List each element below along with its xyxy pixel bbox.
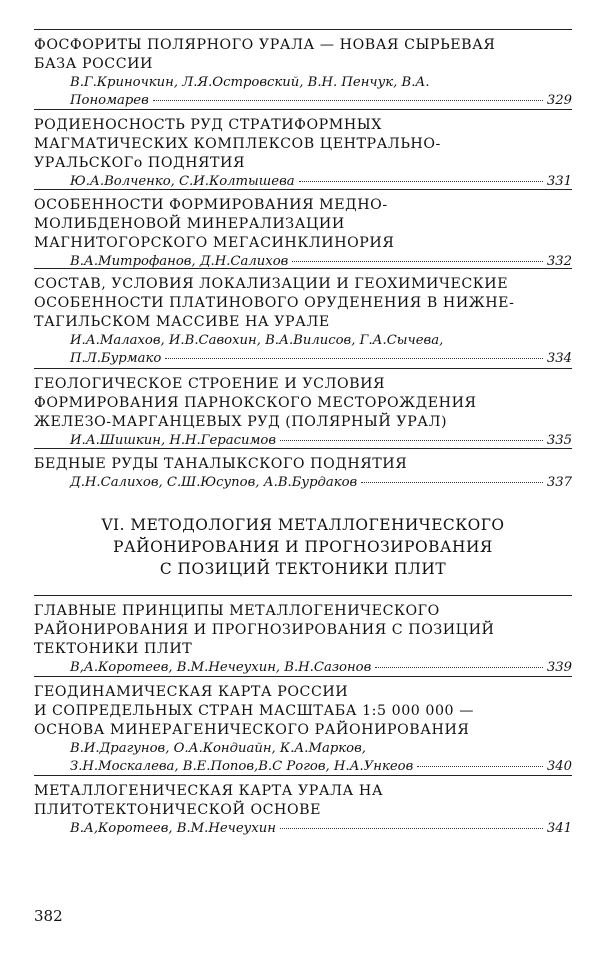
dot-leader: [299, 181, 543, 182]
entry-title-line: РОДИЕНОСНОСТЬ РУД СТРАТИФОРМНЫХ: [34, 117, 382, 133]
dot-leader: [280, 440, 543, 441]
dot-leader: [280, 828, 543, 829]
entry-title-line: ТАГИЛЬСКОМ МАССИВЕ НА УРАЛЕ: [34, 314, 330, 330]
entry-title-line: УРАЛЬСКОГо ПОДНЯТИЯ: [34, 155, 245, 171]
dot-leader: [292, 261, 543, 262]
entry-page-number: 340: [546, 759, 572, 774]
entry-authors-last-line: [34, 92, 572, 110]
entry-authors: Ю.А.Волченко, С.И.Колтышева: [70, 174, 295, 189]
entry-page-number: 337: [546, 475, 572, 490]
entry-page-number: 332: [546, 254, 572, 269]
entry-page-number: 339: [546, 660, 572, 675]
dot-leader: [417, 766, 543, 767]
entry-authors: В.А.Митрофанов, Д.Н.Салихов: [70, 254, 289, 269]
entry-title-line: РАЙОНИРОВАНИЯ И ПРОГНОЗИРОВАНИЯ С ПОЗИЦИЙ: [34, 622, 495, 638]
entry-title-line: ТЕКТОНИКИ ПЛИТ: [34, 641, 193, 657]
entry-page-number: 334: [546, 351, 572, 366]
entry-page-number: 329: [546, 93, 572, 108]
toc-entry: [34, 775, 572, 838]
entry-authors-last-line: [34, 758, 572, 776]
toc-entry: [34, 595, 572, 677]
entry-title-line: МАГМАТИЧЕСКИХ КОМПЛЕКСОВ ЦЕНТРАЛЬНО-: [34, 136, 441, 152]
entry-title-line: МЕТАЛЛОГЕНИЧЕСКАЯ КАРТА УРАЛА НА: [34, 783, 384, 799]
entry-authors: Пономарев: [70, 93, 149, 108]
entry-title-line: И СОПРЕДЕЛЬНЫХ СТРАН МАСШТАБА 1:5 000 000 —: [34, 703, 474, 719]
entry-authors-last-line: [34, 350, 572, 368]
toc-entry: [34, 109, 572, 191]
entry-authors-last-line: [34, 820, 572, 838]
entry-page-number: 331: [546, 174, 572, 189]
entry-title-line: ЖЕЛЕЗО-МАРГАНЦЕВЫХ РУД (ПОЛЯРНЫЙ УРАЛ): [34, 414, 448, 430]
toc-entry: [34, 29, 572, 110]
entry-authors: З.Н.Москалева, В.Е.Попов,В.С Рогов, Н.А.Ункеов: [70, 759, 414, 774]
entry-title-line: ГЛАВНЫЕ ПРИНЦИПЫ МЕТАЛЛОГЕНИЧЕСКОГО: [34, 603, 440, 619]
entry-title-line: ФОСФОРИТЫ ПОЛЯРНОГО УРАЛА — НОВАЯ СЫРЬЕВАЯ: [34, 37, 496, 53]
dot-leader: [375, 667, 543, 668]
entry-title-line: СОСТАВ, УСЛОВИЯ ЛОКАЛИЗАЦИИ И ГЕОХИМИЧЕСКИЕ: [34, 276, 509, 292]
section-heading-line: VI. МЕТОДОЛОГИЯ МЕТАЛЛОГЕНИЧЕСКОГО: [101, 516, 505, 534]
entry-authors: П.Л.Бурмако: [70, 351, 162, 366]
entry-authors: В.А,Коротеев, В.М.Нечеухин: [70, 821, 276, 836]
toc-entry: [34, 448, 572, 492]
toc-entry: [34, 189, 572, 271]
entry-authors: В,А.Коротеев, В.М.Нечеухин, В.Н.Сазонов: [70, 660, 372, 675]
section-heading-line: РАЙОНИРОВАНИЯ И ПРОГНОЗИРОВАНИЯ: [113, 538, 493, 556]
section-heading-line: С ПОЗИЦИЙ ТЕКТОНИКИ ПЛИТ: [159, 560, 447, 578]
entry-title-line: ОСНОВА МИНЕРАГЕНИЧЕСКОГО РАЙОНИРОВАНИЯ: [34, 722, 470, 738]
entry-authors-line: И.А.Малахов, И.В.Савохин, В.А.Вилисов, Г.А.Сычева,: [70, 333, 444, 348]
toc-entry: [34, 268, 572, 368]
entry-authors: И.А.Шишкин, Н.Н.Герасимов: [70, 433, 276, 448]
entry-title-line: МОЛИБДЕНОВОЙ МИНЕРАЛИЗАЦИИ: [34, 216, 345, 232]
entry-authors-line: В.И.Драгунов, О.А.Кондиайн, К.А.Марков,: [70, 741, 366, 756]
section-heading: [34, 514, 572, 580]
entry-title-line: ОСОБЕННОСТИ ПЛАТИНОВОГО ОРУДЕНЕНИЯ В НИЖНЕ-: [34, 295, 515, 311]
entry-authors-last-line: [34, 659, 572, 677]
entry-title-line: ФОРМИРОВАНИЯ ПАРНОКСКОГО МЕСТОРОЖДЕНИЯ: [34, 395, 477, 411]
toc-entry: [34, 368, 572, 450]
entry-title-line: ГЕОЛОГИЧЕСКОЕ СТРОЕНИЕ И УСЛОВИЯ: [34, 376, 386, 392]
entry-title-line: БЕДНЫЕ РУДЫ ТАНАЛЫКСКОГО ПОДНЯТИЯ: [34, 456, 408, 472]
entry-page-number: 341: [546, 821, 572, 836]
entry-authors-line: В.Г.Криночкин, Л.Я.Островский, В.Н. Пенчук, В.А.: [70, 75, 430, 90]
entry-title-line: БАЗА РОССИИ: [34, 56, 153, 72]
dot-leader: [361, 482, 543, 483]
entry-title-line: ГЕОДИНАМИЧЕСКАЯ КАРТА РОССИИ: [34, 684, 349, 700]
footer-page-number: 382: [34, 907, 63, 925]
toc-entry: [34, 676, 572, 776]
dot-leader: [153, 100, 543, 101]
dot-leader: [165, 358, 543, 359]
entry-authors: Д.Н.Салихов, С.Ш.Юсупов, А.В.Бурдаков: [70, 475, 358, 490]
entry-title-line: ОСОБЕННОСТИ ФОРМИРОВАНИЯ МЕДНО-: [34, 197, 388, 213]
entry-page-number: 335: [546, 433, 572, 448]
entry-title-line: ПЛИТОТЕКТОНИЧЕСКОЙ ОСНОВЕ: [34, 802, 322, 818]
entry-title-line: МАГНИТОГОРСКОГО МЕГАСИНКЛИНОРИЯ: [34, 235, 395, 251]
entry-authors-last-line: [34, 474, 572, 492]
